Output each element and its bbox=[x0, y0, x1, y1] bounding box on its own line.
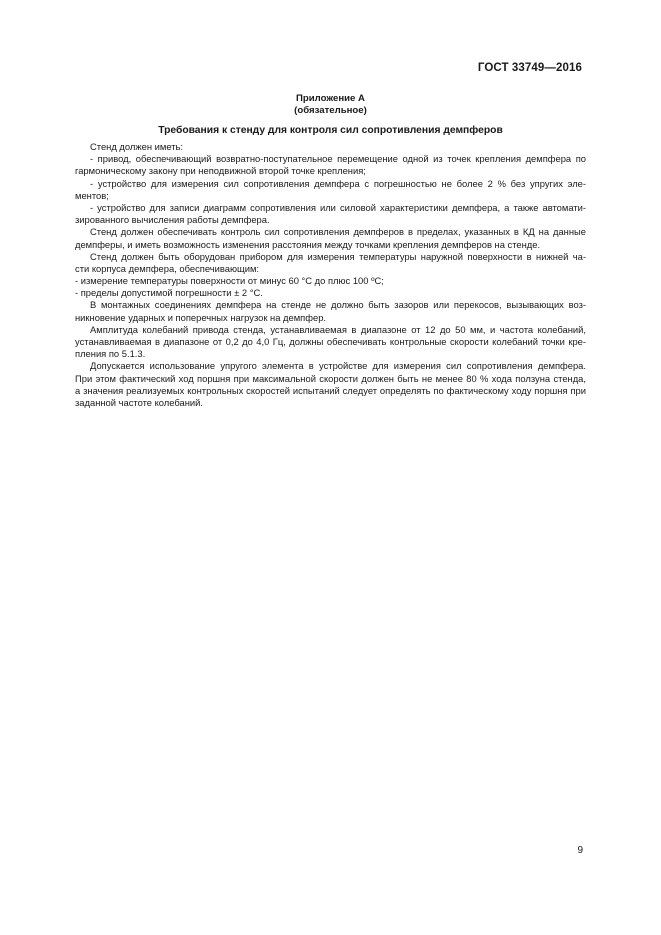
body-line: ментов; bbox=[75, 189, 109, 201]
body-text bbox=[75, 141, 586, 409]
body-line: сти корпуса демпфера, обеспечивающим: bbox=[75, 262, 259, 274]
annex-status: (обязательное) bbox=[294, 105, 367, 116]
body-line: гармоническому закону при неподвижной второй точке крепления; bbox=[75, 165, 366, 177]
annex-title-block bbox=[75, 93, 586, 117]
annex-title: Приложение А bbox=[296, 93, 365, 104]
section-heading: Требования к стенду для контроля сил сопротивления демпферов bbox=[158, 125, 503, 136]
body-line: - устройство для записи диаграмм сопротивления или силовой характеристики демпфера, а также автомати- bbox=[90, 201, 586, 213]
body-line: При этом фактический ход поршня при максимальной скорости должен быть не менее 80 % хода ползуна стенда, bbox=[75, 372, 586, 384]
body-line: пления по 5.1.3. bbox=[75, 348, 146, 360]
body-line: Допускается использование упругого элемента в устройстве для измерения сил сопротивления демпфера. bbox=[90, 360, 586, 372]
body-line: - измерение температуры поверхности от минус 60 °С до плюс 100 ºС; bbox=[75, 275, 384, 287]
body-line: никновение ударных и поперечных нагрузок на демпфер. bbox=[75, 311, 327, 323]
body-line: - пределы допустимой погрешности ± 2 °С. bbox=[75, 287, 263, 299]
body-line: Стенд должен иметь: bbox=[90, 141, 184, 152]
body-line: зированного вычисления работы демпфера. bbox=[75, 214, 270, 226]
body-line: - привод, обеспечивающий возвратно-поступательное перемещение одной из точек крепления демпфера по bbox=[90, 153, 586, 165]
body-line: демпферы, и иметь возможность изменения расстояния между точками крепления демпферов на стенде. bbox=[75, 238, 541, 250]
body-line: а значения реализуемых контрольных скоростей испытаний следует определять по фактическому ходу поршня при bbox=[75, 384, 586, 396]
body-line: заданной частоте колебаний. bbox=[75, 396, 204, 408]
body-line: устанавливаемая в диапазоне от 0,2 до 4,0 Гц, должны обеспечивать контрольные скорости колебаний точки кре- bbox=[75, 336, 586, 347]
body-line: Стенд должен обеспечивать контроль сил сопротивления демпферов в пределах, указанных в КД на данные bbox=[90, 226, 586, 238]
body-line: Стенд должен быть оборудован прибором для измерения температуры наружной поверхности в нижней ча- bbox=[90, 250, 586, 262]
document-code: ГОСТ 33749—2016 bbox=[477, 62, 582, 74]
page-number: 9 bbox=[577, 845, 583, 856]
body-line: В монтажных соединениях демпфера на стенде не должно быть зазоров или перекосов, вызывающих воз- bbox=[90, 299, 586, 311]
body-line: - устройство для измерения сил сопротивления демпфера с погрешностью не более 2 % без упругих эле- bbox=[90, 177, 586, 189]
body-line: Амплитуда колебаний привода стенда, устанавливаемая в диапазоне от 12 до 50 мм, и частота колебаний, bbox=[90, 323, 586, 335]
